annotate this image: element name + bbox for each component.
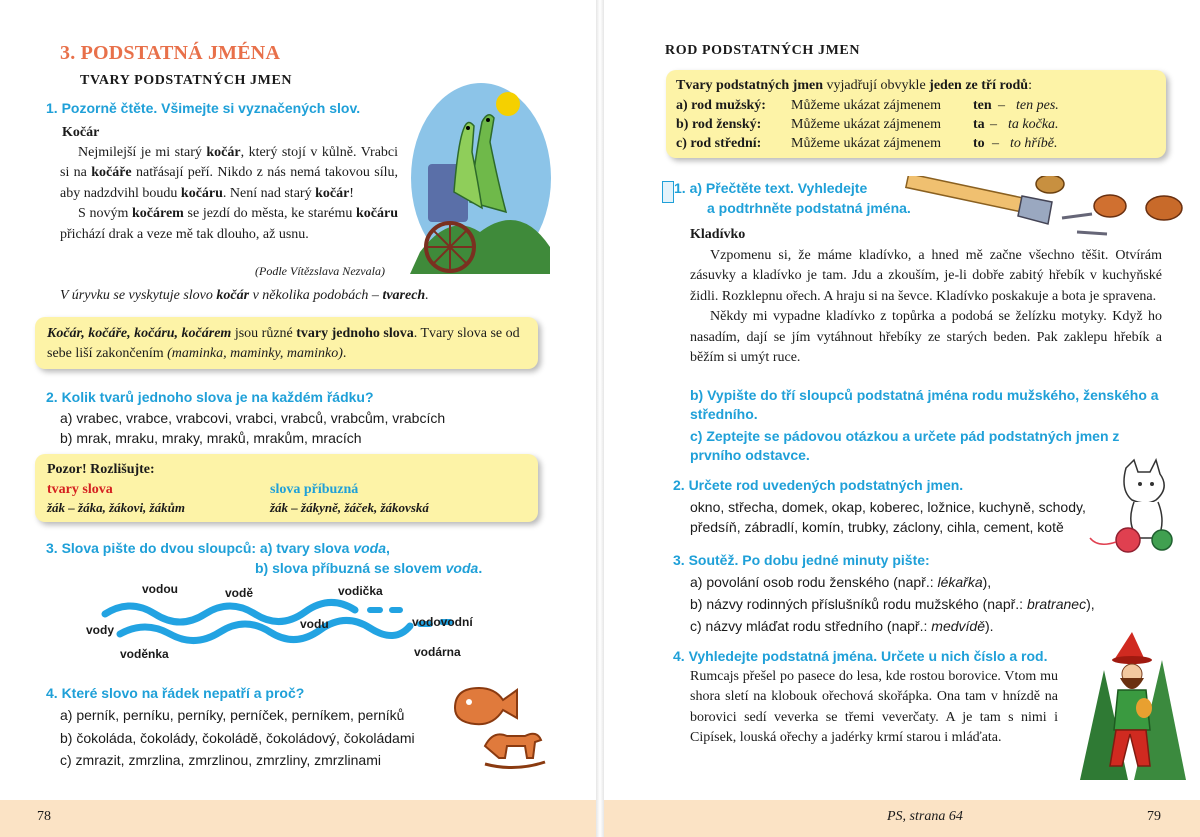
task1-instruction: 1. Pozorně čtěte. Všimejte si vyznačených slov. bbox=[46, 100, 361, 116]
task3-instruction: 3. Slova pište do dvou sloupců: a) tvary slova voda, bbox=[46, 540, 390, 556]
workbook-reference: PS, strana 64 bbox=[887, 809, 963, 824]
gender-rule-box bbox=[666, 70, 1166, 158]
task2-line-a: a) vrabec, vrabce, vrabcovi, vrabci, vrabců, vrabcům, vrabcích bbox=[60, 410, 446, 426]
gender-row-neuter: c) rod střední: Můžeme ukázat zájmenem to – to hříbě. bbox=[676, 136, 1058, 152]
right-task2-text: okno, střecha, domek, okap, koberec, ložnice, kuchyně, schody, předsíň, zábradlí, komín, trubky, záclony, cihla, cement, kotě bbox=[690, 499, 1086, 536]
page-number-right: 79 bbox=[1147, 809, 1161, 824]
poem-title: Kočár bbox=[62, 125, 100, 140]
task3-instruction-b: b) slova příbuzná se slovem voda. bbox=[255, 560, 483, 576]
task4-line-a: a) perník, perníku, perníky, perníček, perníkem, perníků bbox=[60, 707, 405, 723]
distinguish-box bbox=[35, 454, 538, 522]
right-page bbox=[604, 0, 1200, 800]
wave-word: voděnka bbox=[120, 647, 169, 661]
wave-word: vodu bbox=[300, 617, 329, 631]
chapter-title: 3. PODSTATNÁ JMÉNA bbox=[60, 42, 281, 64]
gingerbread-illustration bbox=[445, 680, 555, 775]
right-task3-c: c) názvy mláďat rodu středního (např.: medvídě). bbox=[690, 618, 994, 634]
workbook-marker-icon bbox=[662, 181, 674, 203]
word-forms-example: žák – žáka, žákovi, žákům bbox=[47, 500, 185, 515]
right-section-title: ROD PODSTATNÝCH JMEN bbox=[665, 43, 861, 58]
right-task3-a: a) povolání osob rodu ženského (např.: lékařka), bbox=[690, 574, 992, 590]
rule-box-text: jsou různé tvary jednoho slova. Tvary slova se od sebe liší zakončením (maminka, maminky, maminko). bbox=[47, 326, 520, 362]
section-title: TVARY PODSTATNÝCH JMEN bbox=[80, 73, 293, 88]
wave-word: vodovodní bbox=[412, 615, 473, 629]
text-kladivko-para1: Vzpomenu si, že máme kladívko, a hned mě začne všechno těšit. Otvírám zásuvky a kladívko je tam. Jdu a zkouším, je-li dobře zabitý hřebík v kuchyňské židli. Rozklepnu ořech. A hraju si na ševce. Kladívko poskakuje a bota je spravena. bbox=[690, 248, 1162, 304]
right-task4-instruction: 4. Vyhledejte podstatná jména. Určete u nich číslo a rod. bbox=[673, 648, 1048, 664]
gender-row-masculine: a) rod mužský: Můžeme ukázat zájmenem ten – ten pes. bbox=[676, 98, 1059, 114]
book-spine bbox=[596, 0, 604, 837]
text-kladivko-para2: Někdy mi vypadne kladívko z topůrka a podobá se želízku motyky. Když ho nasadím, dají se jím vytáhnout hřebíky ze starých beden. Pak zaklepu hřebík a běžím si umýt ruce. bbox=[690, 309, 1162, 366]
task4-instruction: 4. Které slovo na řádek nepatří a proč? bbox=[46, 685, 305, 701]
right-task1-b: b) Vypište do tří sloupců podstatná jména rodu mužského, ženského a středního. bbox=[690, 387, 1159, 422]
right-task1-c: c) Zeptejte se pádovou otázkou a určete pád podstatných jmen z prvního odstavce. bbox=[690, 428, 1120, 463]
right-footer bbox=[604, 800, 1200, 837]
related-words-example: žák – žákyně, žáček, žákovská bbox=[270, 500, 429, 515]
wave-word: vodě bbox=[225, 586, 254, 600]
right-task1-instruction-2: a podtrhněte podstatná jména. bbox=[707, 200, 911, 216]
wave-word: vody bbox=[86, 623, 115, 637]
right-task2-instruction: 2. Určete rod uvedených podstatných jmen. bbox=[673, 477, 964, 493]
poem-note: V úryvku se vyskytuje slovo kočár v několika podobách – tvarech. bbox=[60, 288, 429, 303]
rule-box-words: Kočár, kočáře, kočáru, kočárem bbox=[47, 326, 232, 341]
left-page bbox=[0, 0, 596, 800]
gender-row-feminine: b) rod ženský: Můžeme ukázat zájmenem ta – ta kočka. bbox=[676, 117, 1059, 133]
left-footer bbox=[0, 800, 596, 837]
wave-word: vodárna bbox=[414, 645, 461, 659]
right-task3-b: b) názvy rodinných příslušníků rodu mužského (např.: bratranec), bbox=[690, 596, 1095, 612]
poem-source: (Podle Vítězslava Nezvala) bbox=[255, 264, 385, 278]
page-number-left: 78 bbox=[37, 809, 51, 824]
related-words-heading: slova příbuzná bbox=[270, 482, 359, 497]
rumcajs-illustration bbox=[1074, 630, 1186, 780]
right-task4-text: Rumcajs přešel po pasece do lesa, kde rostou borovice. Vtom mu shora sletí na klobouk ořechová skořápka. Ona tam v hnízdě na borovici sedí veverka se třemi veverčaty. A je tam s nimi i Cipísek, louská ořechy a jadérky krmí starou i mláďata. bbox=[690, 669, 1058, 746]
right-task1-instruction: 1. a) Přečtěte text. Vyhledejte bbox=[674, 180, 868, 196]
task2-instruction: 2. Kolik tvarů jednoho slova je na každém řádku? bbox=[46, 389, 374, 405]
text-title-kladivko: Kladívko bbox=[690, 227, 746, 242]
rule-box-word-forms bbox=[35, 317, 538, 369]
dragon-carriage-illustration bbox=[410, 82, 552, 274]
right-task3-instruction: 3. Soutěž. Po dobu jedné minuty pište: bbox=[673, 552, 930, 568]
text-kladivko bbox=[690, 246, 1162, 368]
hammer-nails-illustration bbox=[902, 176, 1192, 251]
task4-line-c: c) zmrazit, zmrzlina, zmrzlinou, zmrzliny, zmrzlinami bbox=[60, 752, 381, 768]
wave-word: vodou bbox=[142, 582, 178, 596]
task2-line-b: b) mrak, mraku, mraky, mraků, mrakům, mracích bbox=[60, 430, 362, 446]
poem-text: Nejmilejší je mi starý kočár, který stojí v kůlně. Vrabci si na kočáře natřásají peří. Nikdo z nás nemá takovou sílu, aby nadzdvihl boudu kočáru. Není nad starý kočár! S novým kočárem se jezdí do města, ke starému kočáru přichází drak a veze mě tak dlouho, až usnu. bbox=[60, 145, 399, 242]
kitten-illustration bbox=[1086, 458, 1182, 554]
word-forms-heading: tvary slova bbox=[47, 482, 113, 497]
wave-word: vodička bbox=[338, 584, 383, 598]
task4-line-b: b) čokoláda, čokolády, čokoládě, čokoládový, čokoládami bbox=[60, 730, 415, 746]
distinguish-title: Pozor! Rozlišujte: bbox=[47, 462, 155, 477]
gender-rule-intro: Tvary podstatných jmen vyjadřují obvykle jeden ze tří rodů: bbox=[676, 78, 1032, 93]
